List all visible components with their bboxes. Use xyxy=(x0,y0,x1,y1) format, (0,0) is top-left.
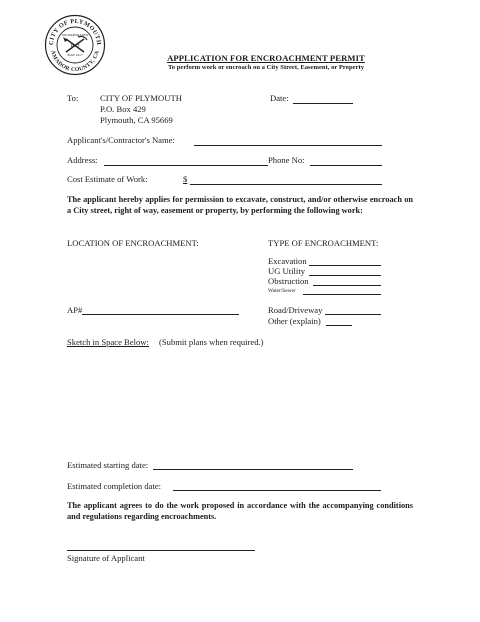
location-heading: LOCATION OF ENCROACHMENT: xyxy=(67,238,199,248)
type-option-excavation: Excavation xyxy=(268,256,307,266)
svg-text:AMADOR COUNTY, CA: AMADOR COUNTY, CA xyxy=(49,49,101,74)
sketch-area[interactable] xyxy=(67,352,387,452)
svg-text:1917: 1917 xyxy=(70,43,80,48)
application-statement: The applicant hereby applies for permission to excavate, construct, and/or otherwise encroach on a City street, right of way, easement or property, by performing the following work: xyxy=(67,195,413,215)
water-sewer-field[interactable] xyxy=(303,294,381,295)
completion-date-label: Estimated completion date: xyxy=(67,481,162,491)
obstruction-field[interactable] xyxy=(313,285,381,286)
type-option-ug-utility: UG Utility xyxy=(268,266,306,276)
type-option-water-sewer: Water/Sewer xyxy=(268,288,296,294)
date-label: Date: xyxy=(270,93,289,103)
completion-date-field[interactable] xyxy=(173,490,381,491)
phone-label: Phone No: xyxy=(268,155,305,165)
agreement-statement: The applicant agrees to do the work proposed in accordance with the accompanying conditions and regulations regarding encroachments. xyxy=(67,501,413,521)
cost-currency: $ xyxy=(183,174,188,184)
sketch-label: Sketch in Space Below: xyxy=(67,337,149,347)
other-explain-field[interactable] xyxy=(326,325,352,326)
form-title: APPLICATION FOR ENCROACHMENT PERMIT xyxy=(167,53,365,63)
ap-label: AP# xyxy=(67,305,83,315)
applicant-name-field[interactable] xyxy=(194,145,382,146)
excavation-field[interactable] xyxy=(309,265,381,266)
type-option-other: Other (explain) xyxy=(268,316,321,326)
address-field[interactable] xyxy=(104,165,268,166)
road-driveway-field[interactable] xyxy=(325,314,381,315)
svg-text:CITY OF PLYMOUTH: CITY OF PLYMOUTH xyxy=(47,17,103,46)
to-label: To: xyxy=(67,93,79,103)
type-option-road-driveway: Road/Driveway xyxy=(268,305,323,315)
start-date-label: Estimated starting date: xyxy=(67,460,149,470)
address-label: Address: xyxy=(67,155,98,165)
svg-text:MAY 1917: MAY 1917 xyxy=(67,53,83,57)
start-date-field[interactable] xyxy=(153,469,353,470)
phone-field[interactable] xyxy=(310,165,382,166)
type-heading: TYPE OF ENCROACHMENT: xyxy=(268,238,379,248)
svg-text:INCORPORATED: INCORPORATED xyxy=(62,33,88,37)
ug-utility-field[interactable] xyxy=(309,275,381,276)
recipient-city: Plymouth, CA 95669 xyxy=(100,115,173,125)
recipient-name: CITY OF PLYMOUTH xyxy=(100,93,182,103)
date-field[interactable] xyxy=(293,103,353,104)
ap-number-field[interactable] xyxy=(82,314,239,315)
form-subtitle: To perform work or encroach on a City Street, Easement, or Property xyxy=(167,64,364,71)
cost-label: Cost Estimate of Work: xyxy=(67,174,148,184)
cost-field[interactable] xyxy=(190,184,382,185)
type-option-obstruction: Obstruction xyxy=(268,276,309,286)
sketch-note: (Submit plans when required.) xyxy=(159,337,264,347)
applicant-label: Applicant's/Contractor's Name: xyxy=(67,135,175,145)
signature-label: Signature of Applicant xyxy=(67,553,145,563)
signature-field[interactable] xyxy=(67,550,255,551)
recipient-po-box: P.O. Box 429 xyxy=(100,104,146,114)
